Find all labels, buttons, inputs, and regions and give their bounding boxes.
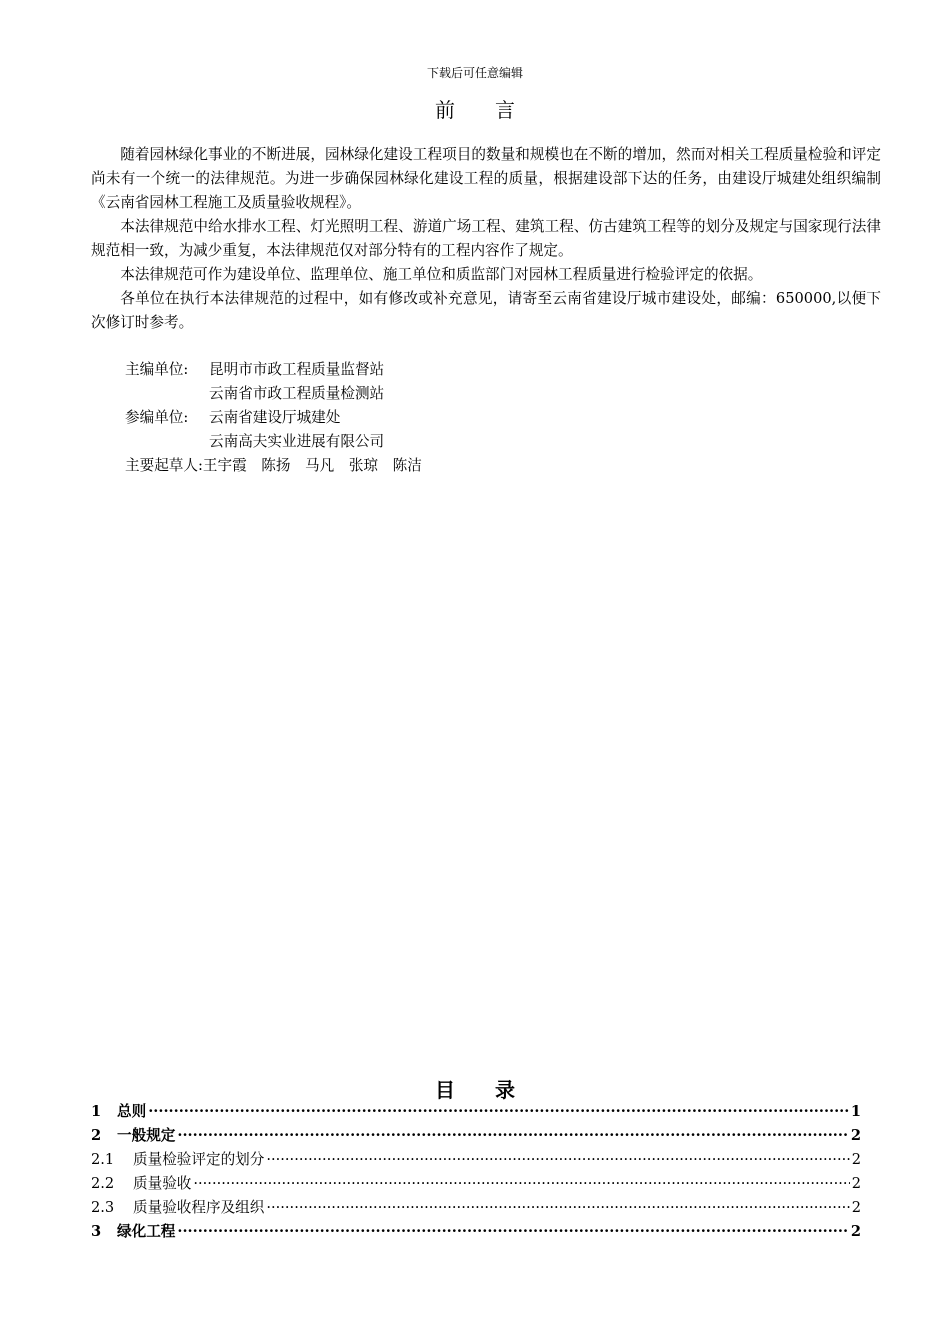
toc-leader-dots [266,1196,849,1220]
toc-entry-label: 质量检验评定的划分 [133,1151,265,1168]
toc-entry-page: 2 [850,1223,861,1240]
toc-leader-dots [266,1148,849,1172]
toc-entry-number: 2.1 [91,1151,115,1168]
preface-paragraph: 随着园林绿化事业的不断进展，园林绿化建设工程项目的数量和规模也在不断的增加，然而对相关工程质量检验和评定尚未有一个统一的法律规范。为进一步确保园林绿化建设工程的质量，根据建设部下达的任务，由建设厅城建处组织编制《云南省园林工程施工及质量验收规程》。 [91,146,881,211]
chief-editor-unit: 云南省市政工程质量检测站 [209,385,385,402]
toc-entry-number: 2.3 [91,1199,115,1216]
preface-paragraph: 各单位在执行本法律规范的过程中，如有修改或补充意见，请寄至云南省建设厅城市建设处，邮编：650000,以便下次修订时参考。 [91,290,881,331]
preface-paragraph: 本法律规范中给水排水工程、灯光照明工程、游道广场工程、建筑工程、仿古建筑工程等的划分及规定与国家现行法律规范相一致，为减少重复，本法律规范仅对部分特有的工程内容作了规定。 [91,218,881,259]
toc-entry-label: 一般规定 [117,1127,176,1144]
table-of-contents [91,1100,861,1244]
toc-entry[interactable] [91,1100,861,1124]
toc-entry-label: 总则 [117,1103,147,1120]
toc-entry-page: 1 [850,1103,861,1120]
toc-title: 目录 [435,1078,555,1102]
preface-title: 前言 [435,98,555,122]
toc-entry[interactable] [91,1196,861,1220]
header-note: 下载后可任意编辑 [426,66,523,80]
drafters-label: 主要起草人: [125,457,203,474]
toc-leader-dots [177,1220,848,1244]
toc-entry[interactable] [91,1124,861,1148]
co-editor-unit: 云南省建设厅城建处 [209,409,341,426]
drafters-row [125,454,725,478]
toc-entry-number: 3 [91,1223,102,1240]
credits [125,358,725,478]
toc-entry[interactable] [91,1148,861,1172]
chief-editor-unit: 昆明市市政工程质量监督站 [209,361,385,378]
toc-entry[interactable] [91,1220,861,1244]
preface-body [91,143,881,335]
co-editor-unit: 云南高夫实业进展有限公司 [209,433,385,450]
toc-entry-page: 2 [851,1199,861,1216]
toc-leader-dots [177,1124,848,1148]
toc-entry[interactable] [91,1172,861,1196]
toc-entry-number: 2.2 [91,1175,115,1192]
chief-editor-label: 主编单位: [125,361,189,378]
co-editor-label: 参编单位: [125,409,189,426]
chief-editor-row [125,358,725,382]
toc-entry-page: 2 [851,1175,861,1192]
drafters-names: 王宇霞 陈扬 马凡 张琼 陈洁 [202,457,422,474]
preface-paragraph: 本法律规范可作为建设单位、监理单位、施工单位和质监部门对园林工程质量进行检验评定的依据。 [120,266,763,283]
co-editor-row [125,406,725,430]
toc-entry-number: 1 [91,1103,102,1120]
toc-entry-label: 质量验收 [133,1175,192,1192]
toc-entry-page: 2 [850,1127,861,1144]
toc-leader-dots [148,1100,849,1124]
toc-entry-number: 2 [91,1127,102,1144]
toc-entry-label: 绿化工程 [117,1223,176,1240]
toc-leader-dots [193,1172,849,1196]
co-editor-row [125,430,725,454]
chief-editor-row [125,382,725,406]
toc-entry-label: 质量验收程序及组织 [133,1199,265,1216]
toc-entry-page: 2 [851,1151,861,1168]
